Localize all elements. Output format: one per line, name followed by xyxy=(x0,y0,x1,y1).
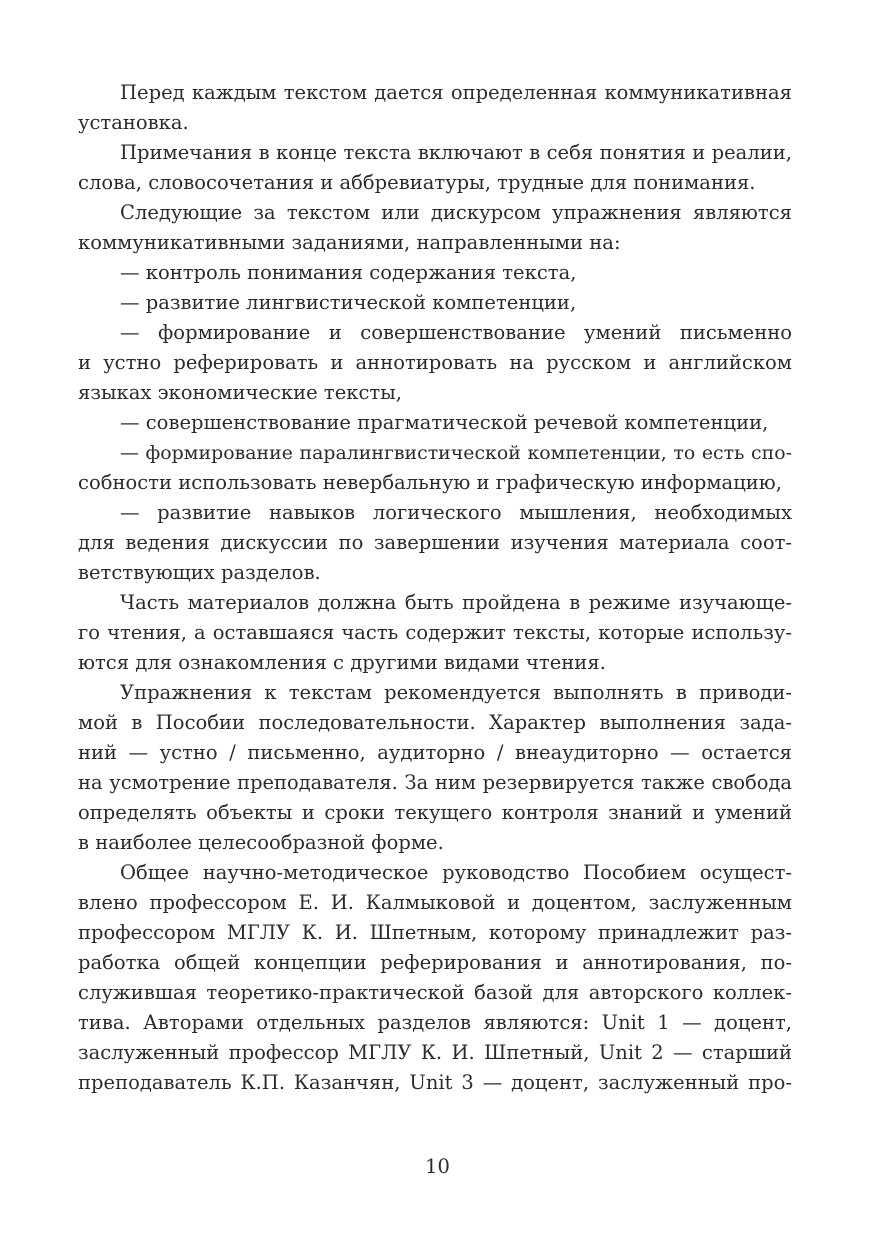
text-line: для ведения дискуссии по завершении изучения материала соот- xyxy=(78,531,792,554)
text-line: Общее научно-методическое руководство Пособием осущест- xyxy=(120,861,792,884)
list-item xyxy=(78,318,792,408)
text-line: мой в Пособии последовательности. Характер выполнения зада- xyxy=(78,711,792,734)
text-line: служившая теоретико-практической базой для авторского коллек- xyxy=(78,981,792,1004)
text-line: коммуникативными заданиями, направленными на: xyxy=(78,231,621,254)
text-line: ний — устно / письменно, аудиторно / внеаудиторно — остается xyxy=(78,741,792,764)
text-line: и устно реферировать и аннотировать на русском и английском xyxy=(78,351,792,374)
text-line: слова, словосочетания и аббревиатуры, трудные для понимания. xyxy=(78,171,756,194)
text-line: — развитие лингвистической компетенции, xyxy=(120,291,577,314)
text-line: в наиболее целесообразной форме. xyxy=(78,831,444,854)
list-item xyxy=(78,258,792,288)
paragraph xyxy=(78,198,792,258)
text-line: преподаватель К.П. Казанчян, Unit 3 — доцент, заслуженный про- xyxy=(78,1071,792,1094)
paragraph xyxy=(78,138,792,198)
paragraph xyxy=(78,858,792,1098)
list-item xyxy=(78,498,792,588)
text-line: тива. Авторами отдельных разделов являются: Unit 1 — доцент, xyxy=(78,1011,792,1034)
text-line: — развитие навыков логического мышления, необходимых xyxy=(120,501,792,524)
text-line: собности использовать невербальную и графическую информацию, xyxy=(78,471,782,494)
text-line: го чтения, а оставшаяся часть содержит тексты, которые использу- xyxy=(78,621,792,644)
text-line: Следующие за текстом или дискурсом упражнения являются xyxy=(120,201,792,224)
text-line: — совершенствование прагматической речевой компетенции, xyxy=(120,411,769,434)
text-line: установка. xyxy=(78,111,189,134)
paragraph xyxy=(78,678,792,858)
text-line: работка общей концепции реферирования и аннотирования, по- xyxy=(78,951,792,974)
text-line: Примечания в конце текста включают в себя понятия и реалии, xyxy=(120,141,792,164)
list-item xyxy=(78,438,792,498)
text-line: Упражнения к текстам рекомендуется выполнять в приводи- xyxy=(120,681,792,704)
text-line: определять объекты и сроки текущего контроля знаний и умений xyxy=(78,801,792,824)
text-line: — контроль понимания содержания текста, xyxy=(120,261,577,284)
text-line: профессором МГЛУ К. И. Шпетным, которому принадлежит раз- xyxy=(78,921,792,944)
text-line: ветствующих разделов. xyxy=(78,561,321,584)
text-line: — формирование паралингвистической компетенции, то есть спо- xyxy=(120,442,792,464)
paragraph xyxy=(78,588,792,678)
text-line: на усмотрение преподавателя. За ним резервируется также свобода xyxy=(78,771,792,794)
text-line: влено профессором Е. И. Калмыковой и доцентом, заслуженным xyxy=(78,891,792,914)
list-item xyxy=(78,288,792,318)
page-number: 10 xyxy=(425,1155,450,1178)
text-line: Часть материалов должна быть пройдена в режиме изучающе- xyxy=(120,591,792,614)
text-line: — формирование и совершенствование умений письменно xyxy=(120,321,792,344)
text-line: Перед каждым текстом дается определенная коммуникативная xyxy=(120,81,792,104)
page-body xyxy=(78,78,792,1098)
paragraph xyxy=(78,78,792,138)
text-line: языках экономические тексты, xyxy=(78,381,402,404)
text-line: ются для ознакомления с другими видами чтения. xyxy=(78,651,606,674)
text-line: заслуженный профессор МГЛУ К. И. Шпетный, Unit 2 — старший xyxy=(78,1041,792,1064)
list-item xyxy=(78,408,792,438)
